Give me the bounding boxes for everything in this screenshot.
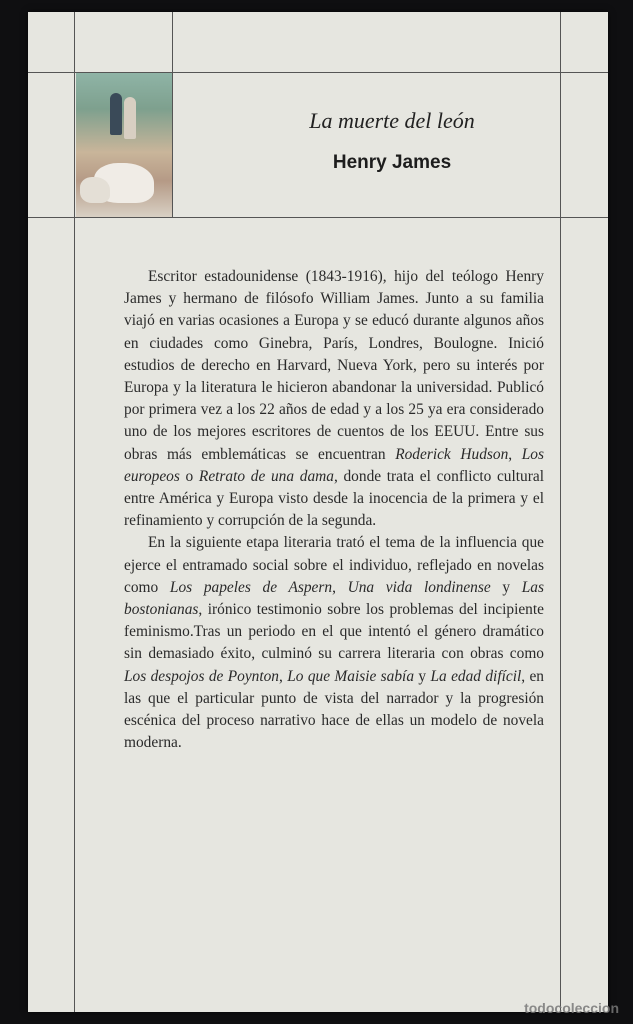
book-back-cover (28, 12, 608, 1012)
watermark-text: todocoleccion (524, 1000, 619, 1016)
frame-rule-left (74, 12, 75, 1012)
frame-rule-mid (28, 217, 608, 218)
author-biography (124, 266, 544, 754)
book-title: La muerte del león (309, 108, 475, 133)
book-author: Henry James (332, 152, 452, 173)
biography-paragraph-2: En la siguiente etapa literaria trató el tema de la influencia que ejerce el entramado social sobre el individuo, reflejado en novelas como Los papeles de Aspern, Una vida londinense y Las bostonianas, irónico testimonio sobre los problemas del incipiente feminismo.Tras un periodo en el que intentó el género dramático sin demasiado éxito, culminó su carrera literaria con obras como Los despojos de Poynton, Lo que Maisie sabía y La edad difícil, en las que el particular punto de vista del narrador y la progresión escénica del proceso narrativo hace de ellas un modelo de novela moderna. (124, 534, 544, 752)
cover-painting-thumbnail (76, 73, 172, 217)
frame-rule-inner (172, 12, 173, 218)
biography-paragraph-1: Escritor estadounidense (1843-1916), hijo del teólogo Henry James y hermano de filósofo William James. Junto a su familia viajó en varias ocasiones a Europa y se educó durante algunos años en ciudades como Ginebra, París, Londres, Boulogne. Inició estudios de derecho en Harvard, Nueva York, pero su interés por Europa y la literatura le hicieron abandonar la universidad. Publicó por primera vez a los 22 años de edad y a los 25 ya era considerado uno de los mejores escritores de cuentos de los EEUU. Entre sus obras más emblemáticas se encuentran Roderick Hudson, Los europeos o Retrato de una dama, donde trata el conflicto cultural entre América y Europa visto desde la inocencia de la primera y el refinamiento y corrupción de la segunda. (124, 268, 544, 530)
